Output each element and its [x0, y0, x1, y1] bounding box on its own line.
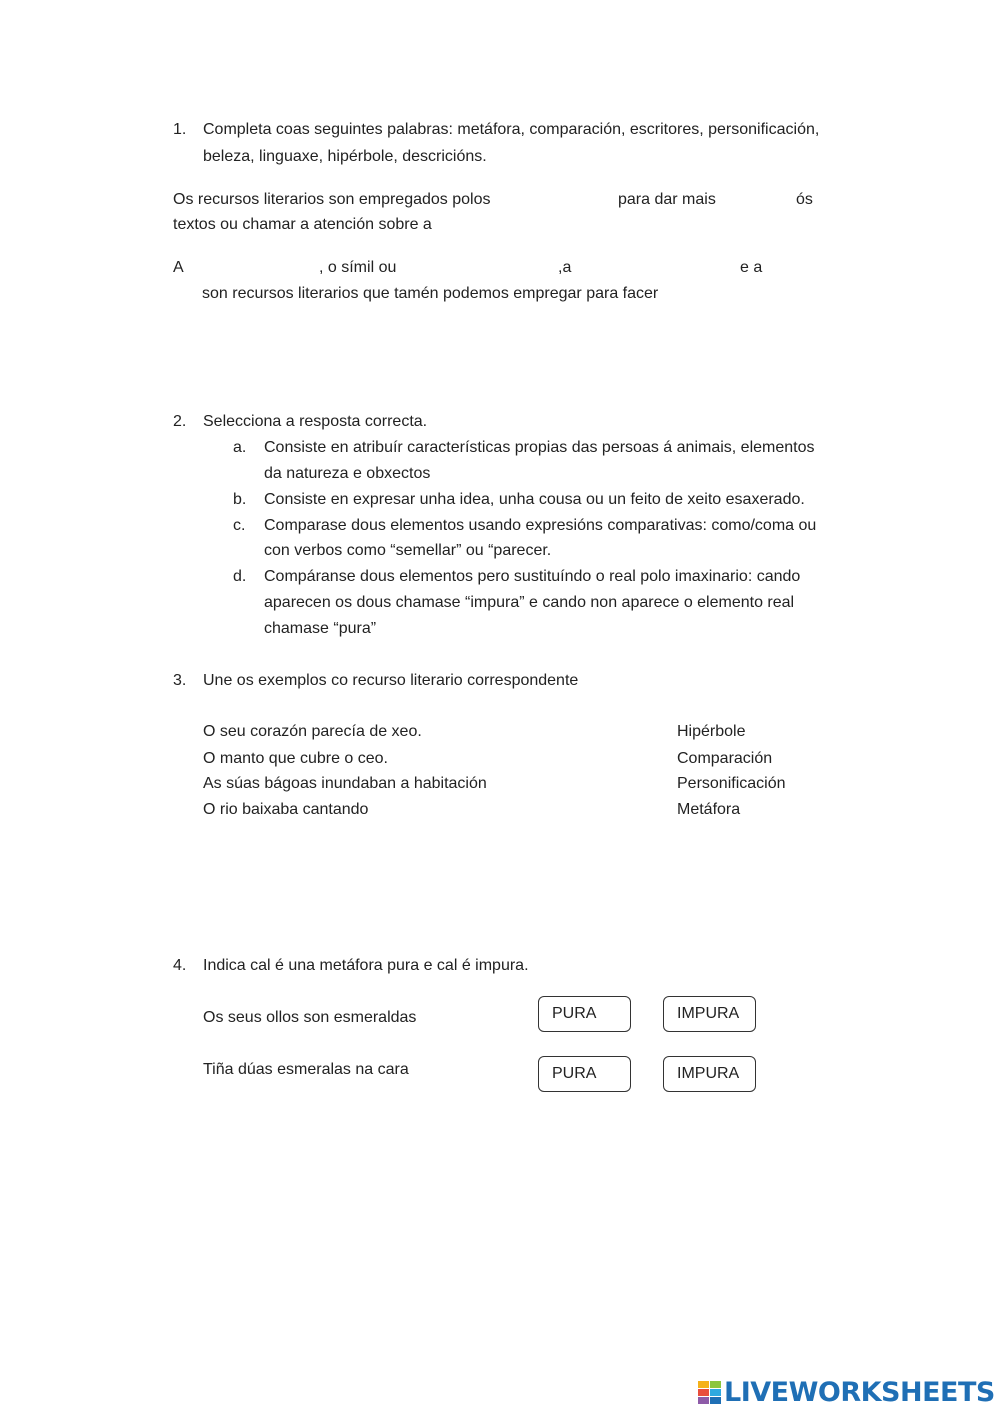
blank-hiperbole-input[interactable]	[768, 258, 862, 280]
q3-example-1[interactable]: O seu corazón parecía de xeo.	[203, 723, 422, 740]
q1-para1-line2: textos ou chamar a atención sobre a	[173, 216, 432, 233]
q2-option-a-letter: a.	[233, 439, 247, 456]
q2-option-d-letter: d.	[233, 568, 247, 585]
q2-instruction: Selecciona a resposta correcta.	[203, 413, 428, 430]
liveworksheets-logo	[698, 1378, 995, 1408]
q1-instruction-line2: beleza, linguaxe, hipérbole, descricións.	[203, 148, 487, 165]
q3-device-2[interactable]: Comparación	[677, 750, 773, 767]
q2-option-c-line2: con verbos como “semellar” ou “parecer.	[264, 542, 552, 559]
liveworksheets-icon	[698, 1379, 722, 1407]
blank-escritores-input[interactable]	[508, 190, 616, 212]
q4-item1-impura-button[interactable]: IMPURA	[663, 996, 756, 1032]
q4-sentence-2: Tiña dúas esmeralas na cara	[203, 1061, 409, 1078]
q2-option-a-line1: Consiste en atribuír características propias das persoas á animais, elementos	[264, 439, 815, 456]
q1-para2-text-2: , o símil ou	[319, 259, 397, 276]
q3-device-1[interactable]: Hipérbole	[677, 723, 746, 740]
q3-device-4[interactable]: Metáfora	[677, 801, 741, 818]
q1-para1-text-2: para dar mais	[618, 191, 716, 208]
q1-para2-text-3: ,a	[558, 259, 572, 276]
q1-para1-text-3: ós	[796, 191, 813, 208]
q1-para2-text-4: e a	[740, 259, 763, 276]
q2-option-d-line2: aparecen os dous chamase “impura” e cando non aparece o elemento real	[264, 594, 795, 611]
q2-option-d-line3: chamase “pura”	[264, 620, 377, 637]
q3-instruction: Une os exemplos co recurso literario correspondente	[203, 672, 579, 689]
q1-para1-text-1: Os recursos literarios son empregados polos	[173, 191, 491, 208]
q3-example-4[interactable]: O rio baixaba cantando	[203, 801, 369, 818]
q2-option-b-line1: Consiste en expresar unha idea, unha cousa ou un feito de xeito esaxerado.	[264, 491, 805, 508]
q3-example-2[interactable]: O manto que cubre o ceo.	[203, 750, 388, 767]
q4-item2-impura-button[interactable]: IMPURA	[663, 1056, 756, 1092]
blank-descricions-input[interactable]	[690, 284, 844, 306]
q3-device-3[interactable]: Personificación	[677, 775, 786, 792]
q2-option-a-line2: da natureza e obxectos	[264, 465, 431, 482]
q2-option-c-line1: Comparase dous elementos usando expresións comparativas: como/coma ou	[264, 517, 817, 534]
q2-number: 2.	[173, 413, 187, 430]
q1-number: 1.	[173, 121, 187, 138]
q4-sentence-1: Os seus ollos son esmeraldas	[203, 1009, 417, 1026]
q1-instruction-line1: Completa coas seguintes palabras: metáfora, comparación, escritores, personificación,	[203, 121, 820, 138]
q2-option-b-letter: b.	[233, 491, 247, 508]
blank-metafora-input[interactable]	[188, 258, 320, 280]
liveworksheets-wordmark: LIVEWORKSHEETS	[724, 1377, 995, 1408]
blank-personificacion-input[interactable]	[576, 258, 738, 280]
q4-number: 4.	[173, 957, 187, 974]
q2-option-d-line1: Compáranse dous elementos pero sustituíndo o real polo imaxinario: cando	[264, 568, 801, 585]
q2-option-c-letter: c.	[233, 517, 246, 534]
blank-linguaxe-input[interactable]	[448, 215, 632, 237]
q3-example-3[interactable]: As súas bágoas inundaban a habitación	[203, 775, 487, 792]
q1-para2-text-1: A	[173, 259, 184, 276]
blank-comparacion-input[interactable]	[406, 258, 558, 280]
q4-item1-pura-button[interactable]: PURA	[538, 996, 631, 1032]
q3-number: 3.	[173, 672, 187, 689]
blank-beleza-input[interactable]	[724, 190, 798, 212]
q4-instruction: Indica cal é una metáfora pura e cal é impura.	[203, 957, 529, 974]
q4-item2-pura-button[interactable]: PURA	[538, 1056, 631, 1092]
q1-para2-line2: son recursos literarios que tamén podemos empregar para facer	[202, 285, 659, 302]
